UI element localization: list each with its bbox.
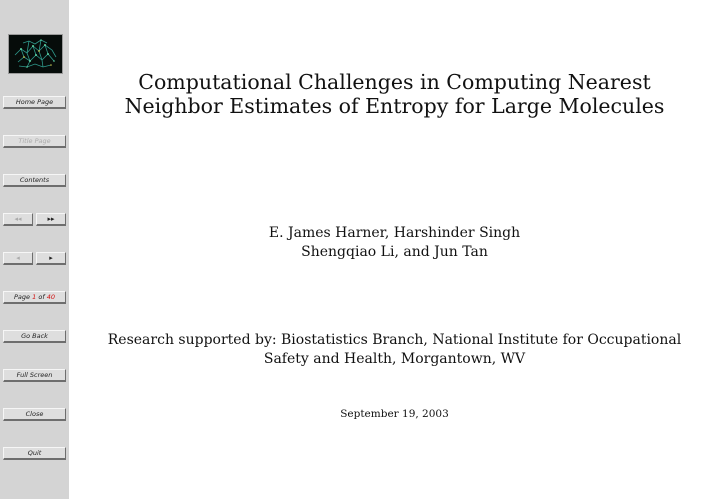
support-line-1: Research supported by: Biostatistics Branch, National Institute for Occupational [107, 332, 682, 348]
page-label: Page [14, 293, 31, 301]
previous-page-button[interactable]: ◂ [3, 252, 33, 265]
funding-acknowledgement [69, 331, 720, 369]
molecule-logo [8, 34, 63, 74]
authors [69, 224, 720, 262]
authors-line-1: E. James Harner, Harshinder Singh [268, 225, 521, 241]
contents-button[interactable]: Contents [3, 174, 66, 187]
current-page-number: 1 [32, 293, 37, 301]
slide-content [69, 0, 720, 499]
quit-button[interactable]: Quit [3, 447, 66, 460]
title-line-1: Computational Challenges in Computing Nearest [138, 70, 651, 94]
support-line-2: Safety and Health, Morgantown, WV [263, 351, 526, 367]
close-button[interactable]: Close [3, 408, 66, 421]
authors-line-2: Shengqiao Li, and Jun Tan [301, 244, 488, 260]
navigation-sidebar [0, 0, 69, 499]
full-screen-button[interactable]: Full Screen [3, 369, 66, 382]
total-pages-number: 40 [46, 293, 55, 301]
title-line-2: Neighbor Estimates of Entropy for Large Molecules [124, 94, 665, 118]
page-of-label: of [38, 293, 45, 301]
presentation-date: September 19, 2003 [340, 408, 449, 420]
first-page-button[interactable]: ◂◂ [3, 213, 33, 226]
go-back-button[interactable]: Go Back [3, 330, 66, 343]
next-page-button[interactable]: ▸ [36, 252, 66, 265]
slide-title [69, 70, 720, 118]
last-page-button[interactable]: ▸▸ [36, 213, 66, 226]
title-page-button[interactable]: Title Page [3, 135, 66, 148]
page-indicator [3, 291, 66, 304]
home-page-button[interactable]: Home Page [3, 96, 66, 109]
